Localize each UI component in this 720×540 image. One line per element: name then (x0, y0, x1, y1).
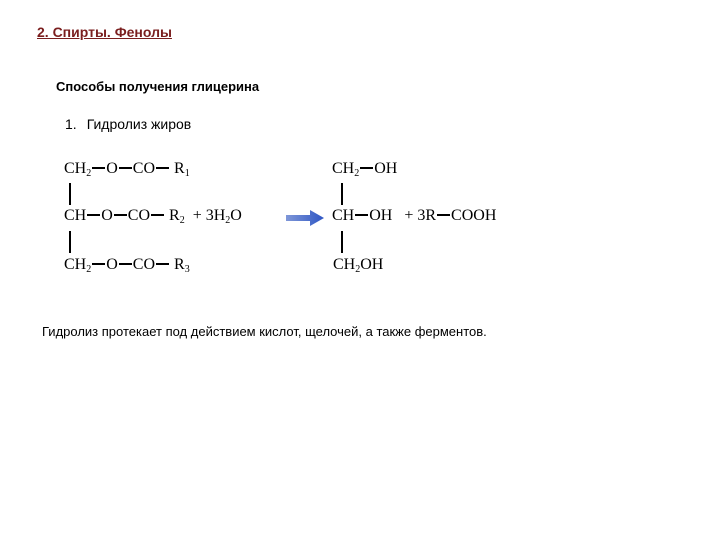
product-row-3: $CH_2OH$ (333, 256, 384, 275)
item-label: Гидролиз жиров (86, 116, 192, 132)
hydrolysis-note: Гидролиз протекает под действием кислот, щелочей, а также ферментов. (42, 324, 487, 339)
reaction-arrow-icon (284, 208, 326, 228)
bond (156, 167, 169, 169)
vertical-bond (69, 183, 71, 205)
reactant-row-2: CH O CO $R_2 + 3H_2O$ (64, 207, 242, 226)
bond (119, 263, 132, 265)
bond (156, 263, 169, 265)
section-title: 2. Спирты. Фенолы (37, 24, 172, 40)
vertical-bond (341, 231, 343, 253)
reactant-row-3: $CH_2$ O CO $R_3$ (64, 256, 190, 275)
bond (87, 214, 100, 216)
bond (114, 214, 127, 216)
vertical-bond (69, 231, 71, 253)
bond (360, 167, 373, 169)
slide-subtitle: Способы получения глицерина (56, 79, 260, 94)
bond (151, 214, 164, 216)
item-number: 1. (65, 116, 77, 132)
bond (437, 214, 450, 216)
product-row-2: CH OH + 3R COOH (332, 207, 497, 224)
product-row-1: $CH_2$ OH (332, 160, 398, 179)
bond (92, 167, 105, 169)
vertical-bond (341, 183, 343, 205)
reactant-row-1: $CH_2$ O CO $R_1$ (64, 160, 190, 179)
list-item (65, 116, 191, 132)
bond (119, 167, 132, 169)
bond (92, 263, 105, 265)
bond (355, 214, 368, 216)
